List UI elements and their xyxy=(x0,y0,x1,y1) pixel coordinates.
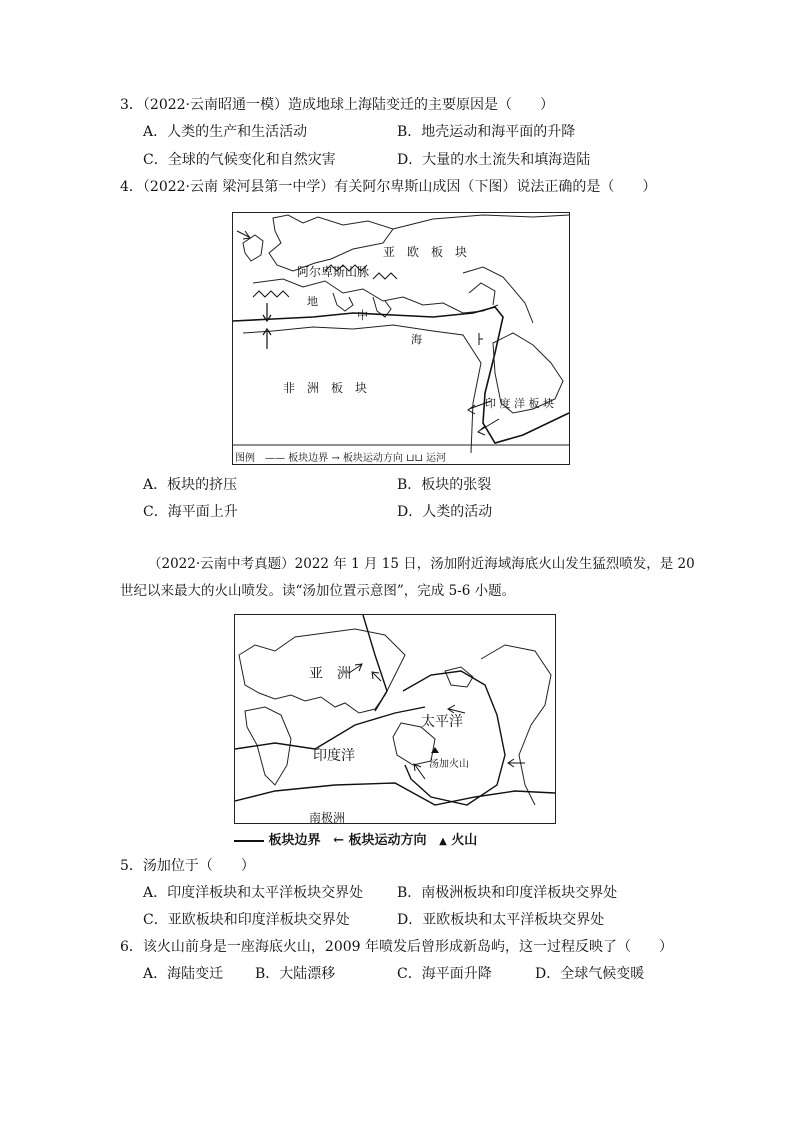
label-tonga-volcano: 汤加火山 xyxy=(429,759,469,770)
label-pacific: 太平洋 xyxy=(421,714,463,730)
q6-stem: 6．该火山前身是一座海底火山，2009 年喷发后曾形成新岛屿，这一过程反映了（ ） xyxy=(120,939,673,955)
legend-direction: 板块运动方向 xyxy=(348,833,427,848)
q3-option-b[interactable]: B．地壳运动和海平面的升降 xyxy=(397,124,576,140)
q5-option-a[interactable]: A．印度洋板块和太平洋板块交界处 xyxy=(143,885,364,901)
tonga-location-map xyxy=(234,614,556,824)
legend-boundary: 板块边界 xyxy=(268,833,321,848)
label-eurasian-plate: 亚 欧 板 块 xyxy=(383,245,468,259)
legend-volcano: 火山 xyxy=(451,833,478,848)
q5-option-d[interactable]: D．亚欧板块和太平洋板块交界处 xyxy=(397,912,605,928)
label-african-plate: 非 洲 板 块 xyxy=(283,381,368,395)
q4-option-d[interactable]: D．人类的活动 xyxy=(397,504,493,520)
arrow-left-icon: ← xyxy=(333,833,344,848)
q3-option-a[interactable]: A．人类的生产和生活活动 xyxy=(143,124,308,140)
q6-option-d[interactable]: D．全球气候变暖 xyxy=(535,966,645,982)
q6-option-a[interactable]: A．海陆变迁 xyxy=(143,966,224,982)
label-med-zhong: 中 xyxy=(357,309,368,322)
q3-option-c[interactable]: C．全球的气候变化和自然灾害 xyxy=(143,152,336,168)
label-indian-ocean-plate: 印 度 洋 板 块 xyxy=(485,397,554,410)
alps-plate-map xyxy=(232,212,570,465)
q6-option-b[interactable]: B．大陆漂移 xyxy=(255,966,336,982)
boundary-line-icon xyxy=(234,840,264,842)
volcano-icon: ▲ xyxy=(439,836,447,847)
q4-option-c[interactable]: C．海平面上升 xyxy=(143,504,238,520)
q5-stem: 5．汤加位于（ ） xyxy=(120,858,255,874)
q5-option-b[interactable]: B．南极洲板块和印度洋板块交界处 xyxy=(397,885,618,901)
map1-legend: 图例 —— 板块边界 → 板块运动方向 ⊔⊔ 运河 xyxy=(235,453,447,464)
q6-option-c[interactable]: C．海平面升降 xyxy=(397,966,492,982)
q4-option-b[interactable]: B．板块的张裂 xyxy=(397,477,492,493)
label-alps: 阿尔卑斯山脉 xyxy=(297,265,370,279)
label-med-di: 地 xyxy=(307,295,318,308)
q4-option-a[interactable]: A．板块的挤压 xyxy=(143,477,238,493)
intro-line-2: 世纪以来最大的火山喷发。读“汤加位置示意图”，完成 5-6 小题。 xyxy=(120,583,516,599)
intro-line-1: （2022·云南中考真题）2022 年 1 月 15 日，汤加附近海域海底火山发生猛烈喷发，是 20 xyxy=(148,556,695,572)
map2-legend xyxy=(234,829,477,848)
q4-stem: 4．（2022·云南 梁河县第一中学）有关阿尔卑斯山成因（下图）说法正确的是（ ） xyxy=(120,179,657,195)
label-med-hai: 海 xyxy=(411,333,422,346)
label-indian-ocean: 印度洋 xyxy=(313,748,355,764)
q5-option-c[interactable]: C．亚欧板块和印度洋板块交界处 xyxy=(143,912,350,928)
label-asia: 亚 洲 xyxy=(309,666,351,682)
q3-stem: 3．（2022·云南昭通一模）造成地球上海陆变迁的主要原因是（ ） xyxy=(120,97,554,113)
label-antarctica: 南极洲 xyxy=(309,811,346,824)
tonga-map-graphic xyxy=(235,615,555,823)
q3-option-d[interactable]: D．大量的水土流失和填海造陆 xyxy=(397,152,591,168)
